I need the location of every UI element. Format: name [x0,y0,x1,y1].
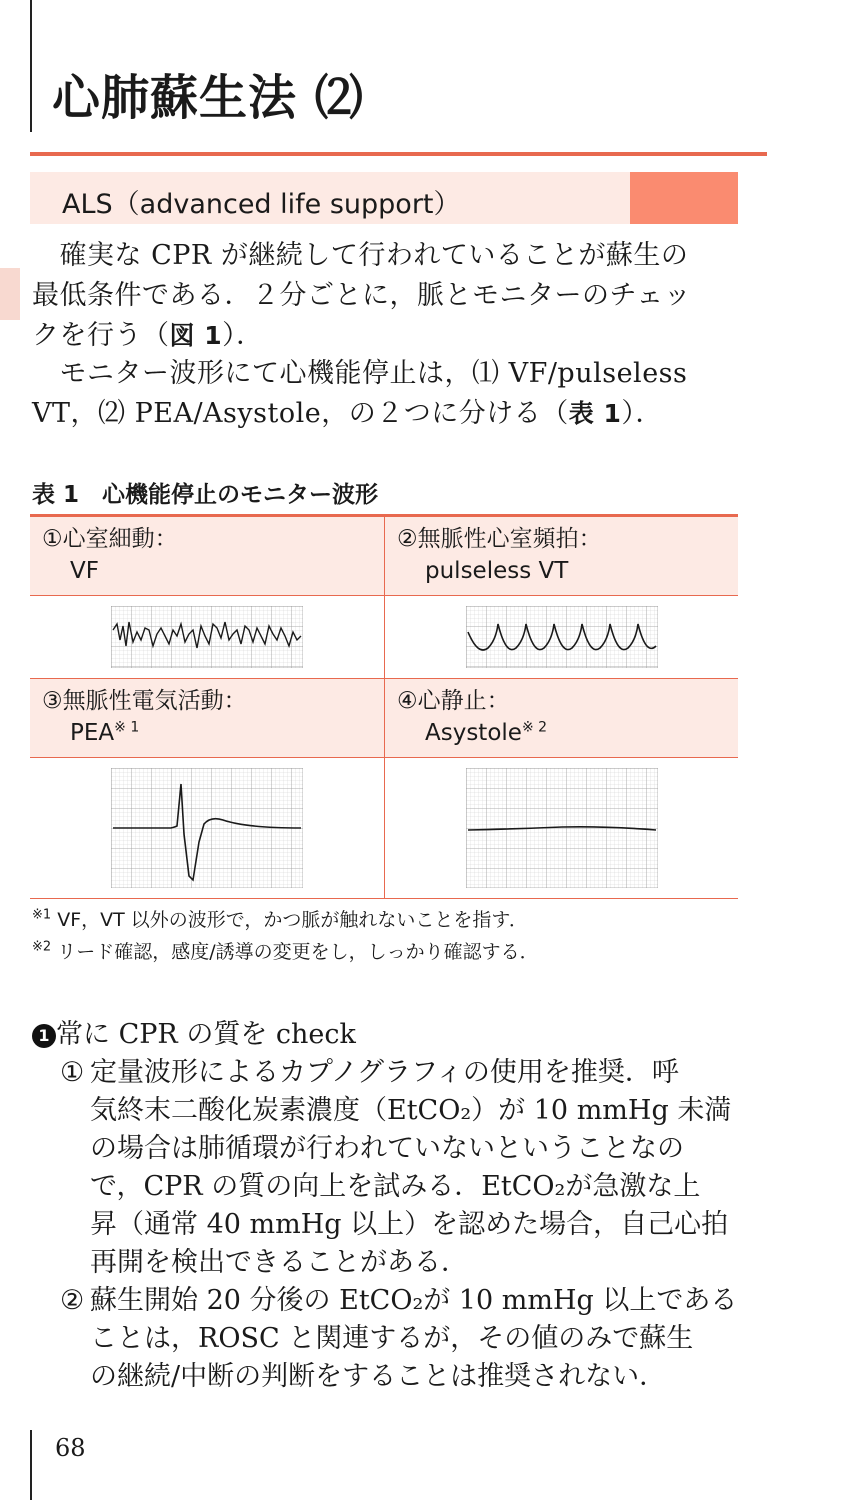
table-header-row-2 [30,679,738,757]
pvt-ecg-cell [384,596,738,678]
footnote-1 [32,904,740,936]
intro-paragraph-2-end: ）． [621,398,663,429]
cell-vf-title: ①心室細動： [42,526,178,552]
footnote-1-mark: ※1 [32,907,52,923]
cpr-quality-list [32,1016,742,1396]
cell-pea-sub [42,717,384,749]
margin-rule-bottom [30,1430,32,1500]
cell-pea-title: ③無脈性電気活動： [42,688,247,714]
asystole-ecg-strip [466,768,658,888]
chapter-title-text: 心肺蘇生法 [52,70,298,126]
cell-pea-label [30,679,384,757]
title-underline [30,152,767,156]
table-caption: 表 1 心機能停止のモニター波形 [32,482,379,508]
table-footnotes [32,904,740,968]
table-header-row-1 [30,517,738,595]
cell-pvt-abbrev: pulseless VT [425,558,569,584]
intro-paragraph-2 [32,354,740,434]
cell-pvt-title: ②無脈性心室頻拍： [397,526,602,552]
cell-pvt-label [384,517,738,595]
vf-ecg-cell [30,596,384,678]
cell-asystole-title: ④心静止： [397,688,510,714]
table-reference: 表 1 [568,399,622,428]
pea-ecg-strip [111,768,303,888]
cell-vf-label [30,517,384,595]
intro-paragraph-1-text: 確実な CPR が継続して行われていることが蘇生の 最低条件である．２分ごとに，脈とモニターのチェッ クを行う（ [32,240,692,351]
list-item-text: 蘇生開始 20 分後の EtCO₂が 10 mmHg 以上である ことは，ROSC と関連するが，その値のみで蘇生 の継続/中断の判断をすることは推奨されない． [90,1285,738,1392]
cell-vf-sub [42,555,384,587]
section-accent-block [630,172,738,224]
margin-rule-top [30,0,32,132]
list-item-marker: ① [60,1057,85,1088]
cell-asystole-label [384,679,738,757]
number-1-icon: 1 [32,1024,56,1048]
footnote-ref-1: ※ 1 [114,719,140,736]
section-title: ALS（advanced life support） [62,189,461,220]
list-item-text: 定量波形によるカプノグラフィの使用を推奨．呼 気終末二酸化炭素濃度（EtCO₂）が 10 mmHg 未満 の場合は肺循環が行われていないということなの で，CPR の質の向上を試みる．EtCO₂が急激な上 昇（通常 40 mmHg 以上）を認めた場合，自己心拍 再開を検出できることがある． [90,1057,732,1278]
cell-vf-abbrev: VF [70,558,99,584]
cell-asystole-abbrev: Asystole [425,720,522,746]
list-heading-text: 常に CPR の質を check [56,1019,356,1050]
table-trace-row-1 [30,595,738,679]
footnote-2 [32,936,740,968]
intro-paragraph-1 [32,236,740,356]
footnote-ref-2: ※ 2 [521,719,548,736]
intro-paragraph-1-end: ）． [222,320,264,351]
list-heading [32,1016,742,1054]
list-item [32,1282,742,1396]
table-trace-row-2 [30,757,738,898]
list-item [32,1054,742,1282]
intro-paragraph-2-text: モニター波形にて心機能停止は，⑴ VF/pulseless VT，⑵ PEA/Asystole，の２つに分ける（ [32,358,688,429]
ecg-rhythm-table [30,514,738,899]
chapter-title [52,72,364,125]
figure-reference: 図 1 [169,321,223,350]
vf-ecg-strip [111,606,303,668]
page-number: 68 [55,1434,86,1462]
list-item-marker: ② [60,1285,85,1316]
chapter-side-tab [0,268,20,320]
cell-asystole-sub [397,717,738,749]
chapter-number: ⑵ [314,70,364,126]
footnote-2-text: リード確認，感度/誘導の変更をし，しっかり確認する． [51,941,539,963]
footnote-1-text: VF，VT 以外の波形で，かつ脈が触れないことを指す． [51,909,528,931]
pvt-ecg-strip [466,606,658,668]
cell-pea-abbrev: PEA [70,720,115,746]
cell-pvt-sub [397,555,738,587]
pea-ecg-cell [30,758,384,898]
asystole-ecg-cell [384,758,738,898]
footnote-2-mark: ※2 [32,939,52,955]
section-header [30,172,738,224]
